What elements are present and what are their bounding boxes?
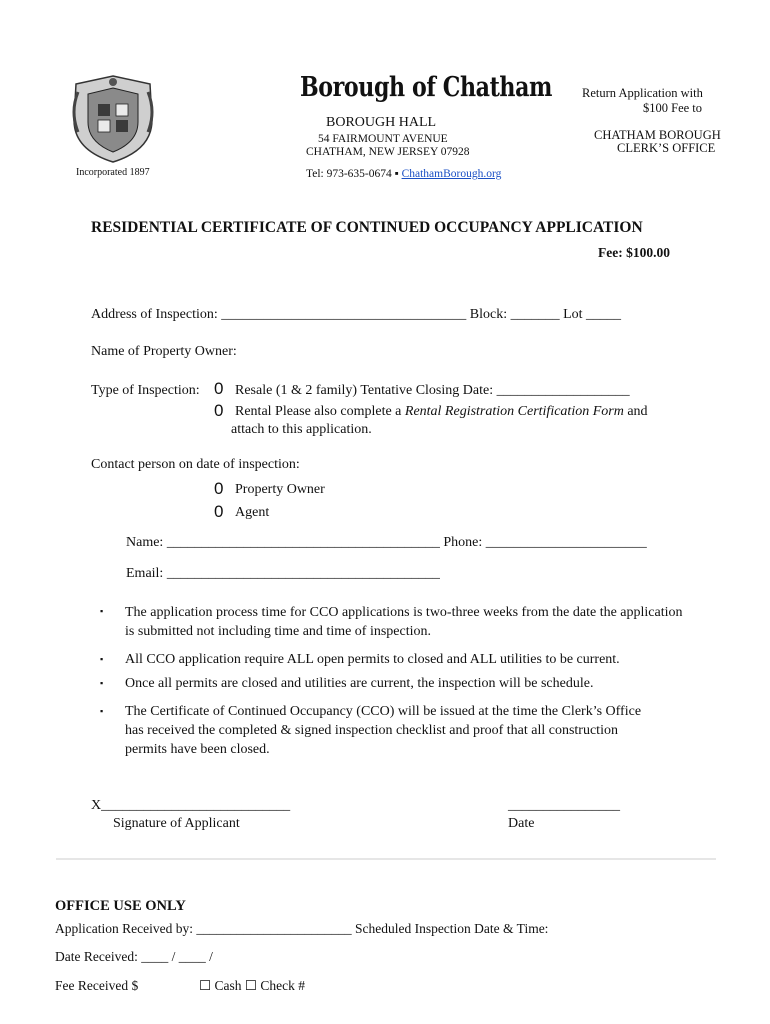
borough-seal-icon (68, 72, 158, 164)
application-received-by-field[interactable]: Application Received by: _______________________ Scheduled Inspection Date & Time: (55, 921, 549, 936)
bullet-icon: ▪ (100, 654, 104, 664)
rental-radio[interactable]: 0 (214, 401, 224, 420)
signature-label: Signature of Applicant (113, 816, 240, 831)
bullet-icon: ▪ (100, 606, 104, 616)
bullet-icon: ▪ (100, 706, 104, 716)
resale-option-text: Resale (1 & 2 family) Tentative Closing Date: ___________________ (235, 383, 630, 398)
property-owner-field[interactable]: Name of Property Owner: (91, 344, 237, 359)
rental-text-prefix: Rental Please also complete a (235, 404, 405, 419)
address-line-2: CHATHAM, NEW JERSEY 07928 (306, 146, 470, 158)
website-link[interactable]: ChathamBorough.org (401, 168, 502, 180)
rental-form-name: Rental Registration Certification Form (404, 404, 624, 419)
bullet-cco-issued: The Certificate of Continued Occupancy (CCO) will be issued at the time the Clerk’s Office has received the completed & signed inspection checklist and proof that all construction permits have been closed. (125, 704, 642, 757)
telephone: Tel: 973-635-0674 ▪ (306, 168, 402, 180)
contact-person-label: Contact person on date of inspection: (91, 457, 300, 472)
address-line-1: 54 FAIRMOUNT AVENUE (318, 133, 448, 145)
date-label: Date (508, 816, 535, 831)
agent-option: Agent (235, 505, 270, 520)
return-instructions-1: Return Application with (582, 86, 703, 100)
agent-radio[interactable]: 0 (214, 502, 224, 521)
rental-text-suffix: and (623, 404, 648, 419)
borough-title: Borough of Chatham (300, 72, 553, 103)
bullet-open-permits: All CCO application require ALL open permits to closed and ALL utilities to be current. (125, 652, 620, 667)
incorporated-text: Incorporated 1897 (76, 167, 150, 178)
date-received-field[interactable]: Date Received: ____ / ____ / (55, 949, 213, 964)
address-of-inspection-field[interactable]: Address of Inspection: ___________________________________ Block: _______ Lot _____ (91, 307, 622, 322)
resale-radio[interactable]: 0 (214, 379, 224, 398)
signature-line[interactable]: X___________________________ (91, 798, 291, 813)
bullet-processing-time: The application process time for CCO applications is two-three weeks from the date the application is submitted not including time and time of inspection. (125, 605, 683, 639)
return-instructions-2: $100 Fee to (643, 101, 703, 115)
clerk-office-1: CHATHAM BOROUGH (594, 128, 721, 142)
property-owner-option: Property Owner (235, 482, 325, 497)
bullet-inspection-schedule: Once all permits are closed and utilities are current, the inspection will be schedule. (125, 676, 594, 691)
clerk-office-2: CLERK’S OFFICE (617, 141, 716, 155)
borough-hall: BOROUGH HALL (326, 115, 437, 130)
section-divider (56, 858, 716, 860)
form-title: RESIDENTIAL CERTIFICATE OF CONTINUED OCCUPANCY APPLICATION (91, 219, 643, 236)
property-owner-radio[interactable]: 0 (214, 479, 224, 498)
rental-option-text (235, 404, 648, 420)
date-line[interactable]: ________________ (508, 798, 620, 813)
name-phone-field[interactable]: Name: _______________________________________ Phone: _______________________ (126, 535, 647, 550)
fee-amount: Fee: $100.00 (598, 245, 670, 260)
rental-option-line2: attach to this application. (231, 422, 372, 437)
payment-method-checkboxes[interactable]: ☐ Cash ☐ Check # (199, 978, 305, 993)
fee-received-field[interactable]: Fee Received $ (55, 978, 139, 993)
office-use-heading: OFFICE USE ONLY (55, 898, 186, 914)
bullet-icon: ▪ (100, 678, 104, 688)
email-field[interactable]: Email: _______________________________________ (126, 566, 440, 581)
type-of-inspection-label: Type of Inspection: (91, 383, 200, 398)
contact-line (306, 168, 501, 180)
